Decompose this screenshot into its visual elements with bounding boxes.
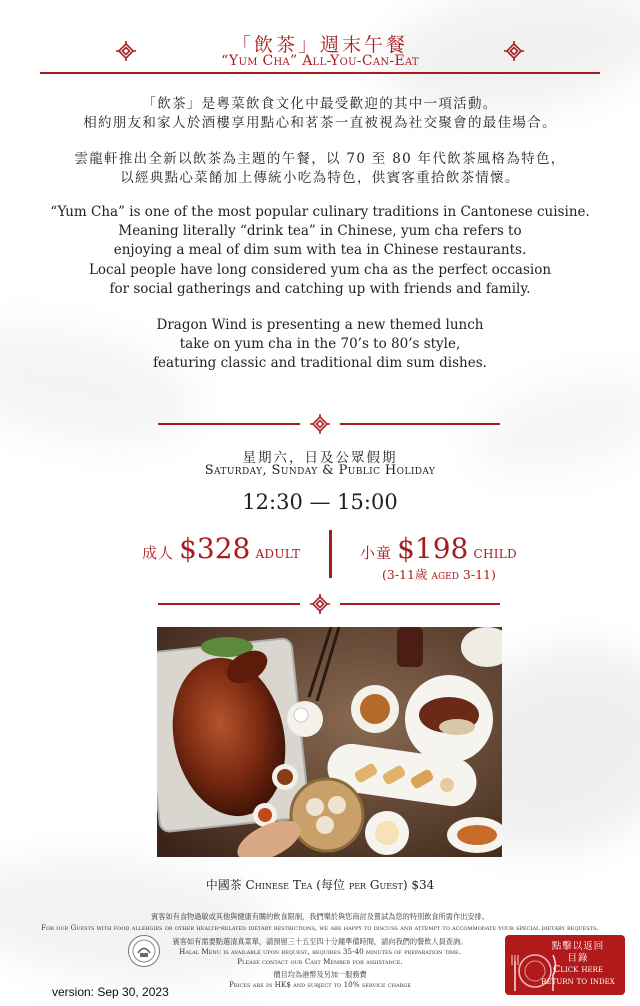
section-divider xyxy=(158,603,300,605)
adult-label-en: ADULT xyxy=(255,547,301,561)
promo-zh xyxy=(0,150,640,188)
schedule-days-zh: 星期六，日及公眾假期 xyxy=(242,450,398,466)
halal-note-zh: 賓客如有需要點選清真菜單，請預留三十五至四十分鐘準備時間，請向我們的餐飲人員查詢。 xyxy=(172,937,468,946)
adult-price xyxy=(142,532,300,565)
child-age-en: aged 3-11) xyxy=(431,567,496,582)
header-divider xyxy=(40,72,600,74)
tea-price-note xyxy=(0,876,640,893)
allergy-note-zh: 賓客如有食物過敏或其他與健康有關的飲食限制，我們樂於與您商討及嘗試為您的特別飲食所需作出安排。 xyxy=(151,912,489,921)
section-divider xyxy=(340,603,500,605)
page-title: 「飲茶」週末午餐 xyxy=(231,34,408,56)
adult-amount: $328 xyxy=(179,532,251,565)
return-to-index-label xyxy=(539,941,617,987)
promo-en-line: Dragon Wind is presenting a new themed lunch xyxy=(156,317,484,333)
dim-sum-photo xyxy=(157,627,502,857)
section-divider xyxy=(158,423,300,425)
index-label-zh: 點擊以返回 xyxy=(551,941,605,952)
tea-label-zh: 中國茶 xyxy=(205,878,242,892)
intro-zh-line: 相約朋友和家人於酒樓享用點心和茗茶一直被視為社交聚會的最佳場合。 xyxy=(83,115,557,131)
chinese-knot-icon xyxy=(309,593,331,615)
adult-label-zh: 成人 xyxy=(142,544,175,562)
intro-zh xyxy=(0,95,640,133)
child-age-zh: (3-11歲 xyxy=(382,567,428,582)
tea-price: $34 xyxy=(411,878,435,892)
halal-logo-icon xyxy=(128,935,160,967)
tea-per-en: per Guest) xyxy=(348,878,408,892)
intro-en-line: “Yum Cha” is one of the most popular culinary traditions in Cantonese cuisine. xyxy=(50,204,590,220)
price-note-en: Prices are in HK$ and subject to 10% service charge xyxy=(228,980,412,989)
child-price xyxy=(360,532,517,565)
tea-label-en: Chinese Tea xyxy=(245,878,313,892)
index-label-en-2: return to index xyxy=(541,975,615,987)
promo-en-line: take on yum cha in the 70’s to 80’s style, xyxy=(179,336,461,353)
section-divider xyxy=(340,423,500,425)
intro-en xyxy=(0,203,640,299)
price-separator xyxy=(329,530,332,578)
index-label-zh-2: 目錄 xyxy=(567,952,589,964)
page-subtitle: “Yum Cha” All-You-Can-Eat xyxy=(221,53,419,69)
version-label: version: Sep 30, 2023 xyxy=(52,985,169,999)
child-label-zh: 小童 xyxy=(360,544,393,562)
promo-zh-line: 以經典點心菜餚加上傳統小吃為特色，供賓客重拾飲茶情懷。 xyxy=(120,170,520,186)
schedule-hours: 12:30 — 15:00 xyxy=(242,490,398,514)
halal-note-en-2: Please contact our Cast Member for assistance. xyxy=(237,957,403,966)
child-age-note xyxy=(382,565,496,583)
tea-per-zh: (每位 xyxy=(316,878,345,892)
intro-en-line: for social gatherings and catching up with friends and family. xyxy=(109,280,531,297)
intro-en-line: Meaning literally “drink tea” in Chinese, yum cha refers to xyxy=(118,223,522,240)
halal-note-en: Halal Menu is available upon request, requires 35-40 minutes of preparation time. xyxy=(178,947,461,956)
price-note-zh: 價目均為港幣及另加一服務費 xyxy=(273,970,367,979)
promo-en-line: featuring classic and traditional dim sum dishes. xyxy=(153,355,487,372)
intro-en-line: enjoying a meal of dim sum with tea in Chinese restaurants. xyxy=(113,242,527,259)
dim-sum-illustration xyxy=(157,627,502,857)
index-label-en: Click here xyxy=(553,964,603,975)
intro-zh-line: 「飲茶」是粵菜飲食文化中最受歡迎的其中一項活動。 xyxy=(142,96,498,112)
halal-emblem-icon xyxy=(129,936,159,966)
promo-zh-line: 雲龍軒推出全新以飲茶為主題的午餐，以 70 至 80 年代飲茶風格為特色， xyxy=(74,151,566,167)
chinese-knot-icon xyxy=(309,413,331,435)
allergy-note-en: For our Guests with food allergies or other health-related dietary restrictions, we are happy to discuss and attempt to accommodate your special dietary requests. xyxy=(41,923,599,932)
return-to-index-button[interactable] xyxy=(505,935,625,995)
schedule-days-en: Saturday, Sunday & Public Holiday xyxy=(204,463,436,478)
child-label-en: CHILD xyxy=(473,547,517,561)
promo-en xyxy=(0,316,640,374)
intro-en-line: Local people have long considered yum cha as the perfect occasion xyxy=(88,261,552,278)
child-amount: $198 xyxy=(397,532,469,565)
